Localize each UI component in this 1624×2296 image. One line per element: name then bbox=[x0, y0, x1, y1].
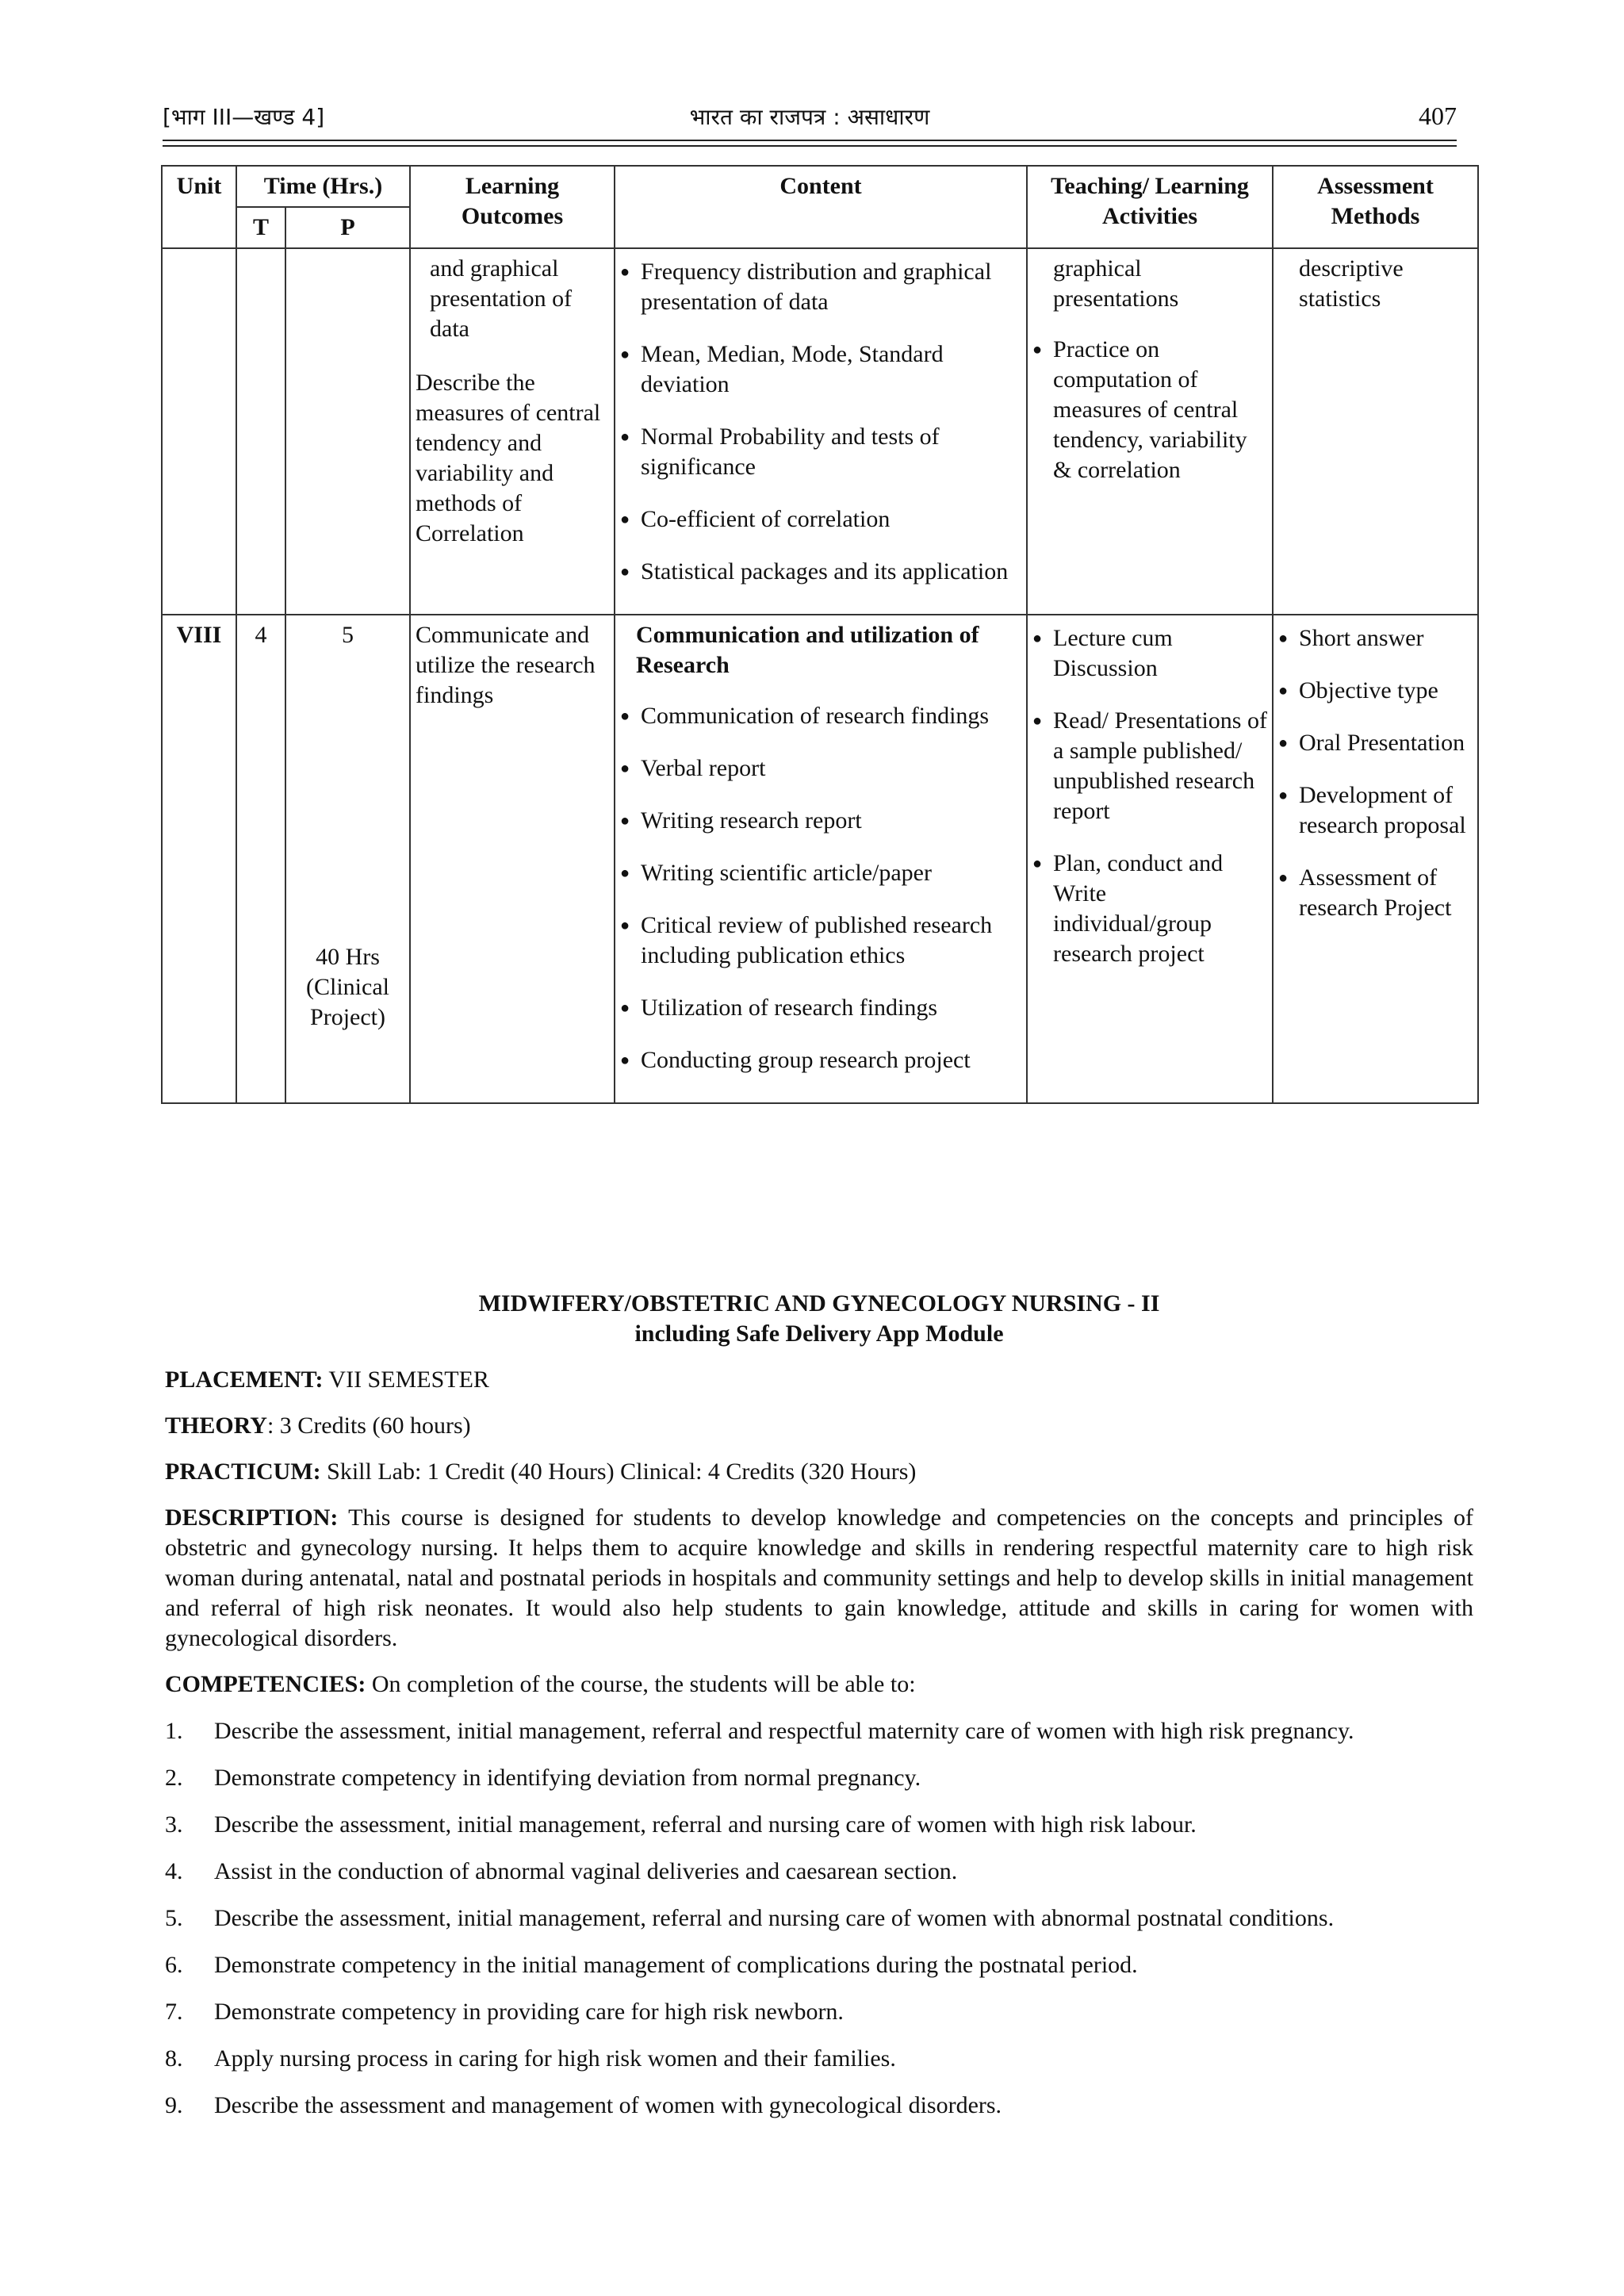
table-row bbox=[162, 615, 1478, 1103]
header-gazette-title: भारत का राजपत्र : असाधारण bbox=[689, 104, 930, 130]
header-t: T bbox=[236, 207, 285, 248]
list-item: ● Statistical packages and its application bbox=[620, 557, 1021, 587]
list-item: ● Communication of research findings bbox=[620, 701, 1021, 731]
list-item: 3. Describe the assessment, initial management, referral and nursing care of women with high risk labour. bbox=[165, 1811, 1197, 1838]
header-learning-outcomes: Learning Outcomes bbox=[410, 166, 615, 248]
row2-p-note: 40 Hrs (Clinical Project) bbox=[306, 944, 389, 1030]
header-time: Time (Hrs.) bbox=[236, 166, 410, 207]
list-item: ● Normal Probability and tests of significance bbox=[620, 422, 1021, 482]
list-item: ● Practice on computation of measures of central tendency, variability & correlation bbox=[1032, 335, 1267, 485]
row2-learning-outcomes: Communicate and utilize the research findings bbox=[410, 615, 615, 1103]
list-item: ● Frequency distribution and graphical presentation of data bbox=[620, 257, 1021, 317]
page-header bbox=[163, 102, 1457, 136]
list-item: ● Conducting group research project bbox=[620, 1045, 1021, 1075]
row2-teaching bbox=[1027, 615, 1273, 1103]
course-title-line2: including Safe Delivery App Module bbox=[634, 1320, 1004, 1347]
list-item: ● Assessment of research Project bbox=[1278, 863, 1473, 923]
header-unit: Unit bbox=[162, 166, 236, 248]
list-item: ● Writing scientific article/paper bbox=[620, 858, 1021, 888]
theory-value: : 3 Credits (60 hours) bbox=[266, 1412, 471, 1439]
header-teaching: Teaching/ Learning Activities bbox=[1027, 166, 1273, 248]
course-title-line1: MIDWIFERY/OBSTETRIC AND GYNECOLOGY NURSING - II bbox=[478, 1290, 1160, 1317]
row1-content bbox=[615, 248, 1027, 615]
list-item: ● Development of research proposal bbox=[1278, 780, 1473, 841]
list-item: ● Oral Presentation bbox=[1278, 728, 1473, 758]
header-p: P bbox=[285, 207, 410, 248]
description-label: DESCRIPTION: bbox=[165, 1504, 339, 1531]
row1-unit bbox=[162, 248, 236, 615]
row2-t: 4 bbox=[236, 615, 285, 1103]
competencies-intro bbox=[165, 1669, 1473, 1700]
list-item: ● Objective type bbox=[1278, 676, 1473, 706]
placement-value: VII SEMESTER bbox=[323, 1366, 489, 1393]
row1-tla-lead: graphical presentations bbox=[1053, 255, 1179, 312]
table-row bbox=[162, 248, 1478, 615]
list-item: 1. Describe the assessment, initial management, referral and respectful maternity care of women with high risk pregnancy. bbox=[165, 1718, 1354, 1744]
list-item: 8. Apply nursing process in caring for high risk women and their families. bbox=[165, 2045, 896, 2072]
row1-lo-a: and graphical presentation of data bbox=[430, 255, 573, 342]
row1-p bbox=[285, 248, 410, 615]
list-item: ● Short answer bbox=[1278, 623, 1473, 654]
header-assessment: Assessment Methods bbox=[1273, 166, 1478, 248]
list-item: 6. Demonstrate competency in the initial management of complications during the postnatal period. bbox=[165, 1952, 1138, 1978]
row2-assessment bbox=[1273, 615, 1478, 1103]
list-item: 9. Describe the assessment and management of women with gynecological disorders. bbox=[165, 2092, 1002, 2118]
list-item: ● Critical review of published research including publication ethics bbox=[620, 910, 1021, 971]
header-rule bbox=[163, 140, 1457, 141]
competencies-value: On completion of the course, the students will be able to: bbox=[366, 1671, 916, 1697]
list-item: ● Lecture cum Discussion bbox=[1032, 623, 1267, 684]
placement-label: PLACEMENT: bbox=[165, 1366, 324, 1393]
description-value: This course is designed for students to develop knowledge and competencies on the concepts and principles of obstetric and gynecology nursing. It helps them to acquire knowledge and skills in rendering respectful maternity care to high risk woman during antenatal, natal and postnatal periods in hospitals and community settings and help to develop skills in initial management and referral of high risk neonates. It would also help students to gain knowledge, attitude and skills in caring for women with gynecological disorders. bbox=[165, 1504, 1473, 1651]
list-item: 5. Describe the assessment, initial management, referral and nursing care of women with abnormal postnatal conditions. bbox=[165, 1905, 1335, 1931]
syllabus-table bbox=[161, 165, 1479, 1104]
theory-field bbox=[165, 1411, 1473, 1441]
header-content: Content bbox=[615, 166, 1027, 248]
list-item: ● Plan, conduct and Write individual/group research project bbox=[1032, 849, 1267, 969]
row2-content-title: Communication and utilization of Research bbox=[636, 622, 979, 678]
row1-assessment-text: descriptive statistics bbox=[1299, 255, 1404, 312]
practicum-field bbox=[165, 1457, 1473, 1487]
header-section-label: [भाग III—खण्ड 4] bbox=[163, 104, 325, 130]
row1-t bbox=[236, 248, 285, 615]
header-rule-second bbox=[163, 145, 1457, 147]
theory-label: THEORY bbox=[165, 1412, 267, 1439]
list-item: ● Mean, Median, Mode, Standard deviation bbox=[620, 339, 1021, 400]
description-paragraph bbox=[165, 1503, 1473, 1654]
table-header-row bbox=[162, 166, 1478, 207]
list-item: 4. Assist in the conduction of abnormal vaginal deliveries and caesarean section. bbox=[165, 1858, 958, 1884]
row1-assessment bbox=[1273, 248, 1478, 615]
course-title bbox=[165, 1289, 1473, 1349]
row2-p-value: 5 bbox=[342, 622, 354, 648]
row2-p bbox=[285, 615, 410, 1103]
list-item: ● Writing research report bbox=[620, 806, 1021, 836]
list-item: ● Verbal report bbox=[620, 753, 1021, 784]
competencies-list bbox=[165, 1716, 1473, 2121]
practicum-value: Skill Lab: 1 Credit (40 Hours) Clinical: 4 Credits (320 Hours) bbox=[320, 1458, 917, 1485]
row1-teaching bbox=[1027, 248, 1273, 615]
list-item: ● Utilization of research findings bbox=[620, 993, 1021, 1023]
list-item: 7. Demonstrate competency in providing care for high risk newborn. bbox=[165, 1999, 844, 2025]
placement-field bbox=[165, 1365, 1473, 1395]
practicum-label: PRACTICUM: bbox=[165, 1458, 321, 1485]
row1-lo-b: Describe the measures of central tendency and variability and methods of Correlation bbox=[416, 370, 601, 546]
row2-unit: VIII bbox=[162, 615, 236, 1103]
list-item: ● Read/ Presentations of a sample published/ unpublished research report bbox=[1032, 706, 1267, 826]
row2-content bbox=[615, 615, 1027, 1103]
page-number: 407 bbox=[1419, 102, 1457, 130]
list-item: 2. Demonstrate competency in identifying deviation from normal pregnancy. bbox=[165, 1765, 921, 1791]
list-item: ● Co-efficient of correlation bbox=[620, 504, 1021, 535]
course-section bbox=[165, 1289, 1473, 2121]
competencies-label: COMPETENCIES: bbox=[165, 1671, 366, 1697]
row1-learning-outcomes bbox=[410, 248, 615, 615]
